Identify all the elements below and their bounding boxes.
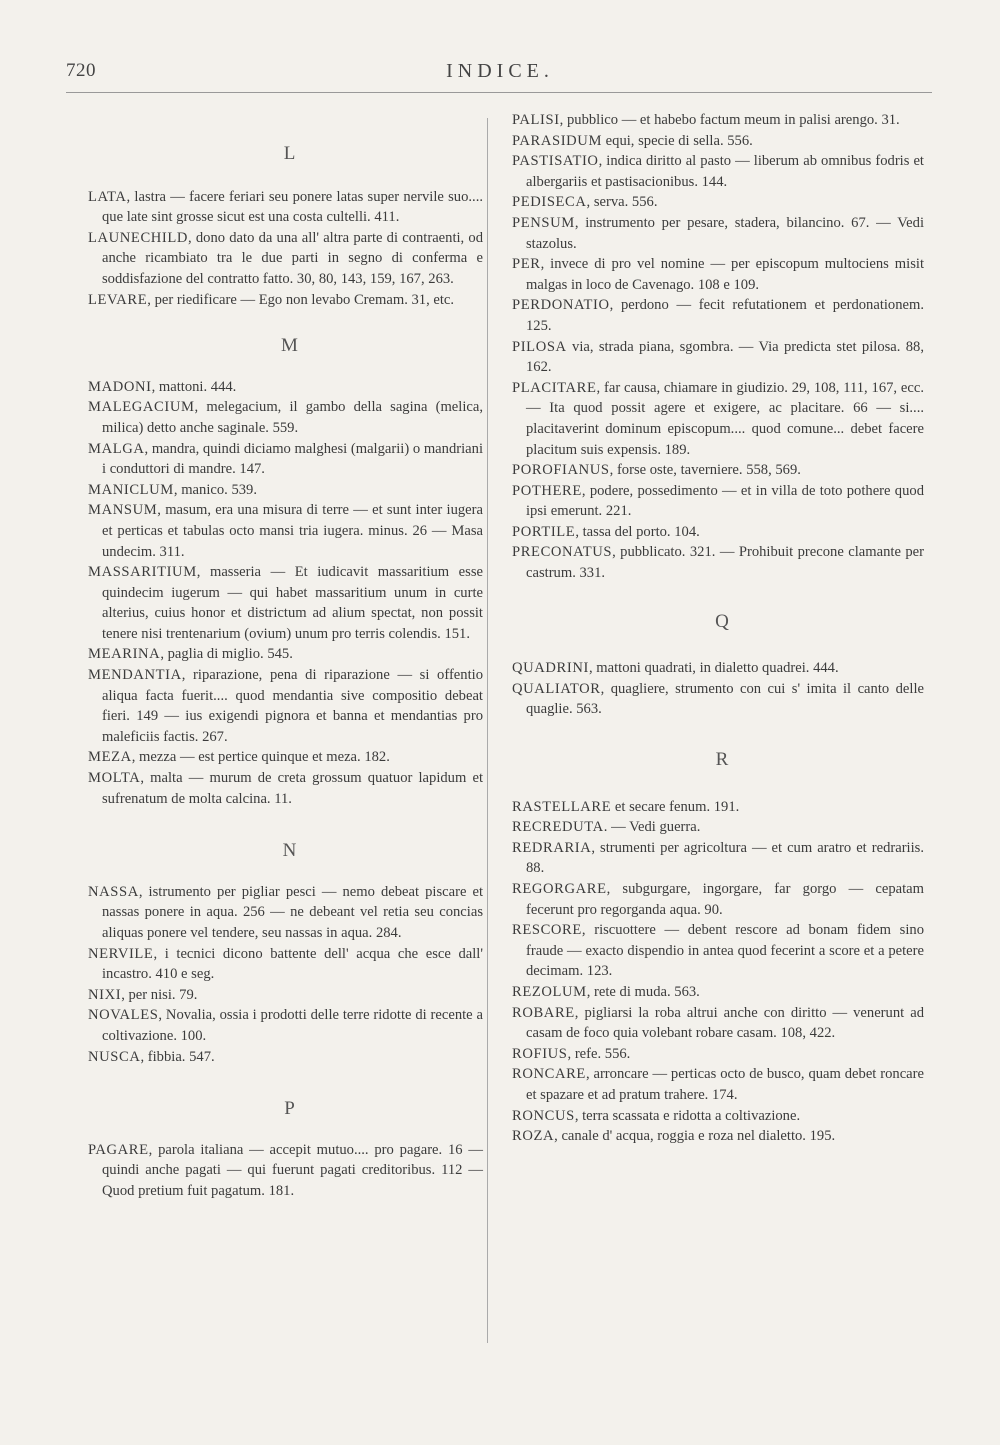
index-entry bbox=[512, 213, 924, 254]
entry-definition: , terra scassata e ridotta a coltivazione. bbox=[574, 1107, 801, 1124]
entry-definition: , dono dato da una all' altra parte di contraenti, od anche ricambiato tra le due parti in segno di conferma e soddisfazione del contratto fatto. 30, 80, 143, 159, 167, 263. bbox=[102, 229, 483, 287]
entry-definition: , i tecnici dicono battente dell' acqua che esce dall' incastro. 410 e seg. bbox=[102, 945, 483, 983]
entry-headword: PLACITARE bbox=[512, 379, 597, 396]
section-letter: R bbox=[715, 749, 729, 771]
entry-headword: RESCORE bbox=[512, 922, 582, 939]
entry-headword: PER bbox=[512, 256, 541, 273]
entry-headword: POROFIANUS bbox=[512, 462, 610, 479]
right-column bbox=[512, 110, 924, 1147]
index-entry bbox=[88, 1047, 483, 1068]
running-title: INDICE. bbox=[446, 60, 554, 82]
index-entry bbox=[88, 1005, 483, 1046]
entry-definition: , podere, possedimento — et in villa de toto pothere quod ipsi emerunt. 221. bbox=[526, 482, 924, 520]
entry-definition: , canale d' acqua, roggia e roza nel dialetto. 195. bbox=[554, 1128, 836, 1145]
section-letter: Q bbox=[715, 610, 729, 632]
entry-headword: QUADRINI bbox=[512, 660, 589, 677]
index-entry bbox=[512, 1003, 924, 1044]
entry-definition: , perdono — fecit refutationem et perdonationem. 125. bbox=[526, 297, 924, 334]
index-entry bbox=[88, 1140, 483, 1202]
entry-definition: , malta — murum de creta grossum quatuor lapidum et sufrenatum de molta calcina. 11. bbox=[102, 770, 483, 807]
entry-definition: , pubblicato. 321. — Prohibuit precone clamante per castrum. 331. bbox=[526, 544, 924, 582]
page-number: 720 bbox=[66, 60, 96, 81]
index-section bbox=[88, 336, 483, 809]
entry-headword: LEVARE bbox=[88, 291, 148, 308]
entry-definition: , mezza — est pertice quinque et meza. 182. bbox=[131, 749, 390, 766]
index-entry bbox=[512, 1106, 924, 1127]
header-rule bbox=[66, 92, 932, 93]
entry-headword: REGORGARE bbox=[512, 881, 607, 897]
entry-definition: , Novalia, ossia i prodotti delle terre ridotte di recente a coltivazione. 100. bbox=[102, 1007, 483, 1044]
entry-headword: MOLTA bbox=[88, 770, 141, 787]
entry-headword: MASSARITIUM bbox=[88, 564, 197, 581]
entry-definition: , tassa del porto. 104. bbox=[575, 523, 700, 540]
index-entry bbox=[512, 378, 924, 460]
index-entry bbox=[512, 838, 924, 879]
index-section bbox=[88, 1099, 483, 1201]
index-entry bbox=[88, 665, 483, 747]
entry-definition: , forse oste, taverniere. 558, 569. bbox=[609, 462, 801, 479]
index-entry bbox=[512, 460, 924, 481]
section-letter: P bbox=[284, 1098, 295, 1120]
index-entry bbox=[88, 562, 483, 644]
index-entry bbox=[88, 439, 483, 480]
index-section bbox=[88, 144, 483, 310]
entry-headword: NERVILE bbox=[88, 945, 154, 962]
left-column bbox=[88, 110, 483, 1202]
entry-headword: LATA bbox=[88, 188, 127, 205]
entry-headword: MALGA bbox=[88, 440, 145, 457]
index-entry bbox=[88, 187, 483, 228]
index-entry bbox=[512, 295, 924, 336]
entry-definition: , lastra — facere feriari seu ponere latas super nervile suo.... que late sint grosse sicut est una costa cultelli. 411. bbox=[102, 188, 483, 226]
entry-headword: MEZA bbox=[88, 749, 132, 766]
index-entry bbox=[512, 920, 924, 982]
index-entry bbox=[512, 817, 924, 838]
index-entry bbox=[512, 982, 924, 1003]
entry-headword: MENDANTIA bbox=[88, 667, 182, 684]
entry-headword: PALISI bbox=[512, 112, 560, 128]
index-entry bbox=[512, 131, 924, 152]
entry-definition: . — Vedi guerra. bbox=[603, 819, 701, 836]
entry-headword: MEARINA bbox=[88, 646, 161, 663]
entry-definition: , parola italiana — accepit mutuo.... pro pagare. 16 — quindi anche pagati — qui fuerunt pagati creditoribus. 112 — Quod pretium fuit pagatum. 181. bbox=[102, 1141, 483, 1199]
entry-headword: MANICLUM bbox=[88, 481, 174, 498]
entry-definition: , masum, era una misura di terre — et sunt inter iugera et perticas et tabulas octo mansi tria iugera. minus. 26 — Masa undecim. 311. bbox=[102, 502, 483, 560]
entry-headword: RASTELLARE bbox=[512, 798, 612, 815]
section-letter: M bbox=[281, 335, 298, 357]
entry-definition: , rete di muda. 563. bbox=[586, 983, 700, 1000]
entry-definition: , manico. 539. bbox=[173, 481, 257, 498]
index-entry bbox=[512, 658, 924, 679]
entry-headword: RONCUS bbox=[512, 1107, 575, 1124]
entry-headword: MANSUM bbox=[88, 502, 158, 519]
entry-definition: , serva. 556. bbox=[586, 194, 658, 211]
entry-definition: , riparazione, pena di riparazione — si offentio aliqua facta fuerit.... quod mendantia sive compositio debeat fieri. 149 — ius exigendi pignora et banna et mendantias pro maleficiis factis. 267. bbox=[102, 667, 483, 745]
entry-headword: PENSUM bbox=[512, 214, 575, 231]
entry-definition: , pigliarsi la roba altrui anche con diritto — venerunt ad casam de foco quia volebant robare casam. 108, 422. bbox=[526, 1004, 924, 1042]
entry-headword: MADONI bbox=[88, 378, 152, 395]
entry-headword: ROFIUS bbox=[512, 1045, 568, 1062]
entry-headword: MALEGACIUM bbox=[88, 399, 195, 416]
entry-definition: , arroncare — perticas octo de busco, quam debet roncare et spazare et ad pratum trahere. 174. bbox=[526, 1066, 924, 1103]
entry-headword: RECREDUTA bbox=[512, 819, 604, 836]
entry-definition: via, strada piana, sgombra. — Via predicta stet pilosa. 88, 162. bbox=[526, 338, 924, 376]
index-entry bbox=[512, 1126, 924, 1147]
entry-definition: , melegacium, il gambo della sagina (melica, milica) detto anche saginale. 559. bbox=[102, 399, 483, 436]
index-entry bbox=[512, 679, 924, 720]
index-entry bbox=[88, 290, 483, 311]
entry-headword: RONCARE bbox=[512, 1066, 586, 1083]
section-letter: L bbox=[283, 143, 296, 164]
index-entry bbox=[88, 882, 483, 944]
entry-headword: NIXI bbox=[88, 986, 122, 1003]
entry-headword: PERDONATIO bbox=[512, 297, 610, 314]
index-entry bbox=[512, 797, 924, 818]
entry-definition: , paglia di miglio. 545. bbox=[160, 646, 293, 663]
column-divider bbox=[487, 118, 488, 1343]
entry-definition: , mandra, quindi diciamo malghesi (malgarii) o mandriani i conduttori di mandre. 147. bbox=[102, 440, 483, 478]
entry-headword: REDRARIA bbox=[512, 839, 592, 856]
entry-headword: NUSCA bbox=[88, 1048, 141, 1065]
index-entry bbox=[512, 1044, 924, 1065]
index-entry bbox=[512, 337, 924, 378]
index-entry bbox=[512, 879, 924, 920]
entry-definition: , per nisi. 79. bbox=[121, 986, 198, 1003]
entry-headword: ROZA bbox=[512, 1128, 555, 1145]
index-entry bbox=[88, 768, 483, 809]
index-entry bbox=[512, 254, 924, 295]
entry-definition: , riscuottere — debent rescore ad bonam fidem sino fraude — exacto dispendio in antea quod fecerint a score et a petere decimam. 123. bbox=[526, 922, 924, 980]
entry-headword: PASTISATIO bbox=[512, 153, 599, 170]
entry-definition: , subgurgare, ingorgare, far gorgo — cepatam fecerunt pro regorganda aqua. 90. bbox=[526, 881, 924, 918]
index-entry bbox=[512, 522, 924, 543]
entry-definition: , per riedificare — Ego non levabo Cremam. 31, etc. bbox=[147, 291, 455, 308]
entry-definition: , refe. 556. bbox=[567, 1045, 631, 1062]
entry-definition: et secare fenum. 191. bbox=[611, 798, 740, 815]
entry-headword: LAUNECHILD bbox=[88, 229, 189, 246]
entry-definition: , masseria — Et iudicavit massaritium esse quindecim iugerum — qui habet massaritium unum in curte alterius, cuius honor et districtum ad alium spectat, non possit tenere nisi trentenarium (ovium) unum pro terris colendis. 151. bbox=[102, 564, 483, 642]
entry-headword: NASSA bbox=[88, 883, 139, 900]
entry-definition: , indica diritto al pasto — liberum ab omnibus fodris et albergariis et pastisacionibus. 144. bbox=[526, 153, 924, 190]
index-entry bbox=[512, 481, 924, 522]
entry-headword: PAGARE bbox=[88, 1141, 149, 1158]
entry-headword: REZOLUM bbox=[512, 983, 587, 1000]
index-entry bbox=[512, 1064, 924, 1105]
entry-headword: PILOSA bbox=[512, 338, 567, 355]
entry-definition: equi, specie di sella. 556. bbox=[602, 132, 753, 149]
entry-definition: , strumenti per agricoltura — et cum aratro et redrariis. 88. bbox=[526, 839, 924, 877]
entry-headword: ROBARE bbox=[512, 1004, 575, 1021]
entry-headword: PORTILE bbox=[512, 523, 576, 540]
index-entry bbox=[88, 480, 483, 501]
index-section bbox=[512, 750, 924, 1147]
entry-definition: , mattoni. 444. bbox=[151, 378, 237, 395]
index-entry bbox=[512, 542, 924, 583]
entry-definition: , instrumento per pesare, stadera, bilancino. 67. — Vedi stazolus. bbox=[526, 214, 924, 252]
entry-definition: , far causa, chiamare in giudizio. 29, 108, 111, 167, ecc. — Ita quod possit agere et exigere, ac placitare. 66 — si.... placitaverint dominum episcopum.... quod comune... debet facere placitum suis expensis. 189. bbox=[526, 379, 924, 458]
index-entry bbox=[512, 151, 924, 192]
entry-definition: , mattoni quadrati, in dialetto quadrei. 444. bbox=[588, 660, 839, 677]
section-letter: N bbox=[282, 840, 297, 862]
index-entry bbox=[88, 747, 483, 768]
index-entry bbox=[88, 228, 483, 290]
entry-definition: , invece di pro vel nomine — per episcopum multociens misit malgas in loco de Cavenago. 108 e 109. bbox=[526, 256, 924, 293]
entry-headword: QUALIATOR bbox=[512, 680, 601, 697]
index-entry bbox=[88, 397, 483, 438]
index-entry bbox=[512, 192, 924, 213]
index-section bbox=[88, 841, 483, 1067]
index-section bbox=[512, 110, 924, 584]
index-section bbox=[512, 612, 924, 720]
index-entry bbox=[88, 644, 483, 665]
index-entry bbox=[88, 377, 483, 398]
entry-headword: POTHERE bbox=[512, 482, 582, 499]
entry-headword: PEDISECA bbox=[512, 194, 587, 211]
entry-definition: , quagliere, strumento con cui s' imita il canto delle quaglie. 563. bbox=[526, 680, 924, 718]
entry-headword: PRECONATUS bbox=[512, 544, 613, 561]
entry-definition: , fibbia. 547. bbox=[140, 1048, 215, 1065]
index-entry bbox=[88, 985, 483, 1006]
entry-definition: , istrumento per pigliar pesci — nemo debeat piscare et nassas ponere in aqua. 256 — ne debeant vel retia seu concias aliquas ponere vel tendere, seu nassas in aqua. 284. bbox=[102, 883, 483, 941]
index-entry bbox=[88, 944, 483, 985]
entry-definition: , pubblico — et habebo factum meum in palisi arengo. 31. bbox=[559, 112, 900, 128]
index-entry bbox=[88, 500, 483, 562]
entry-headword: PARASIDUM bbox=[512, 132, 603, 149]
index-entry bbox=[512, 110, 924, 131]
entry-headword: NOVALES bbox=[88, 1007, 159, 1024]
